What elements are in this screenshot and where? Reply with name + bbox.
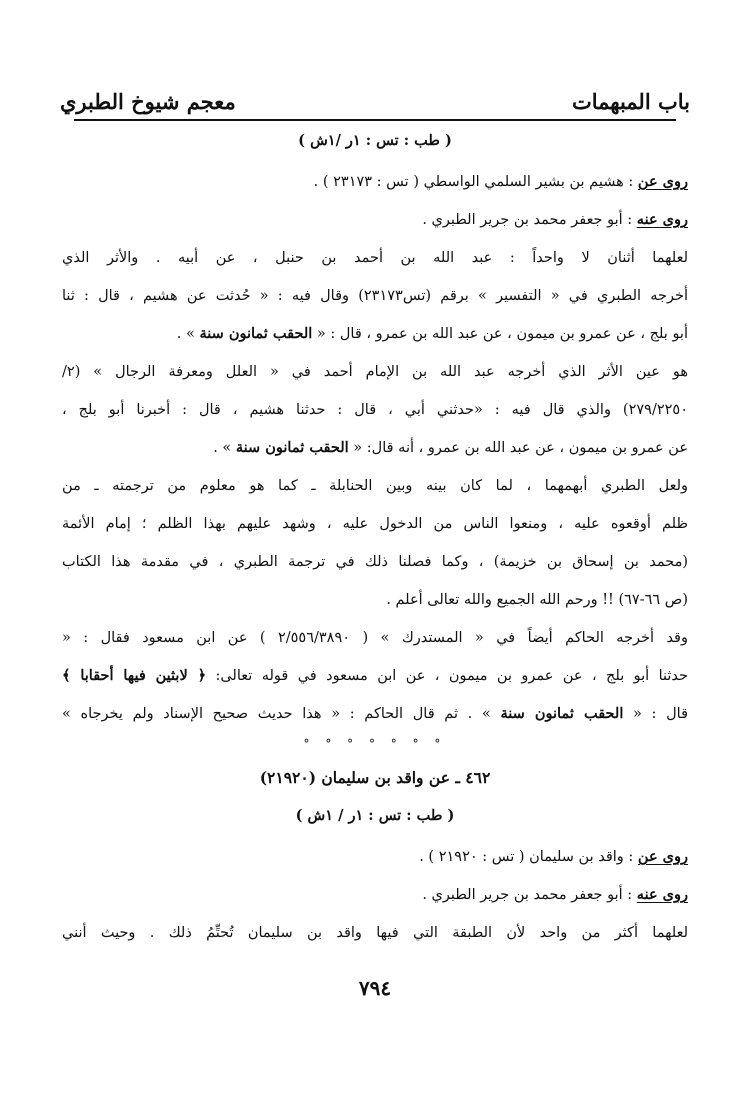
header-divider: [74, 119, 676, 121]
text-line: [62, 130, 688, 152]
page-number: ٧٩٤: [358, 977, 392, 1000]
text-run: (محمد بن إسحاق بن خزيمة) ، وكما فصلنا ذلك في ترجمة الطبري ، في مقدمة هذا الكتاب: [62, 554, 688, 570]
text-run: لعلهما أثنان لا واحداً : عبد الله بن أحمد بن حنبل ، عن أبيه . والأثر الذي: [62, 250, 688, 266]
text-run: أخرجه الطبري في « التفسير » برقم (تس٢٣١٧٣) وقال فيه : « حُدثت عن هشيم ، قال : ثنا: [62, 288, 688, 304]
text-run: لعلهما أكثر من واحد لأن الطبقة التي فيها واقد بن سليمان تُحتِّمُ ذلك . وحيث أنني: [62, 925, 688, 941]
text-run: » .: [213, 440, 236, 456]
text-line: [62, 884, 688, 906]
text-run: : هشيم بن بشير السلمي الواسطي ( تس : ٢٣١٧٣ ) .: [313, 174, 638, 190]
running-header: [60, 74, 690, 114]
text-run: ( طب : تس : ١ر / ١ش ): [295, 807, 455, 824]
text-line: [62, 805, 688, 827]
page-number-line: [62, 977, 688, 1002]
text-run: عن عمرو بن ميمون ، عن عبد الله بن عمرو ، أنه قال: «: [348, 440, 688, 456]
text-line: [62, 399, 688, 421]
header-chapter-title: باب المبهمات: [571, 89, 690, 114]
text-line: [62, 665, 688, 687]
text-line: [62, 361, 688, 383]
text-run: ٤٦٢ ـ عن واقد بن سليمان (٢١٩٢٠): [259, 768, 491, 787]
text-run: أبو بلج ، عن عمرو بن ميمون ، عن عبد الله بن عمرو ، قال : «: [312, 326, 688, 342]
text-run: ٢٧٩/٢٢٥٠) والذي قال فيه : «حدثني أبي ، قال : حدثنا هشيم ، قال : أخبرنا أبو بلج ،: [62, 402, 688, 418]
header-book-title: معجم شيوخ الطبري: [60, 89, 236, 114]
text-line: [62, 846, 688, 868]
text-run: قال : «: [623, 706, 688, 722]
text-run: (ص ٦٦-٦٧) !! ورحم الله الجميع والله تعالى أعلم .: [386, 592, 688, 608]
text-line: [62, 551, 688, 573]
text-run: هو عين الأثر الذي أخرجه عبد الله بن الإمام أحمد في « العلل ومعرفة الرجال » (٢/: [62, 364, 688, 380]
text-run: ° ° ° ° ° ° °: [303, 737, 447, 751]
riwaya-label: روى عن: [637, 848, 688, 865]
text-line: [62, 703, 688, 725]
text-run: : أبو جعفر محمد بن جرير الطبري .: [422, 887, 637, 903]
riwaya-label: روى عنه: [636, 886, 688, 903]
text-line: [62, 733, 688, 755]
text-line: [62, 171, 688, 193]
text-run: » .: [176, 326, 200, 342]
text-line: [62, 922, 688, 944]
text-run: وقد أخرجه الحاكم أيضاً في « المستدرك » ( ٢/٥٥٦/٣٨٩٠ ) عن ابن مسعود فقال : «: [62, 630, 688, 646]
text-run: ( طب : تس : ١ر /١ش ): [298, 132, 452, 149]
riwaya-label: روى عن: [637, 173, 688, 190]
text-line: [62, 209, 688, 231]
text-run: : واقد بن سليمان ( تس : ٢١٩٢٠ ) .: [419, 849, 638, 865]
quoted-text: الحقب ثمانون سنة: [500, 705, 624, 722]
text-line: [62, 627, 688, 649]
text-line: [62, 513, 688, 535]
quoted-text: الحقب ثمانون سنة: [235, 439, 349, 456]
text-line: [62, 437, 688, 459]
quoted-text: ﴿ لابثين فيها أحقابا ﴾: [62, 667, 207, 684]
text-line: [62, 285, 688, 307]
text-line: [62, 767, 688, 790]
riwaya-label: روى عنه: [636, 211, 688, 228]
quoted-text: الحقب ثمانون سنة: [199, 325, 313, 342]
text-run: ظلم أوقعوه عليه ، ومنعوا الناس من الدخول عليه ، وشهد عليهم بهذا الظلم ؛ إمام الأئمة: [62, 516, 688, 532]
text-line: [62, 247, 688, 269]
text-line: [62, 323, 688, 345]
text-run: : أبو جعفر محمد بن جرير الطبري .: [422, 212, 637, 228]
text-line: [62, 475, 688, 497]
text-line: [62, 589, 688, 611]
text-run: ولعل الطبري أبهمهما ، لما كان بينه وبين الحنابلة ـ كما هو معلوم من ترجمته ـ من: [62, 478, 688, 494]
text-run: » . ثم قال الحاكم : « هذا حديث صحيح الإسناد ولم يخرجاه »: [62, 706, 501, 722]
text-run: حدثنا أبو بلج ، عن عمرو بن ميمون ، عن ابن مسعود في قوله تعالى:: [206, 668, 688, 684]
